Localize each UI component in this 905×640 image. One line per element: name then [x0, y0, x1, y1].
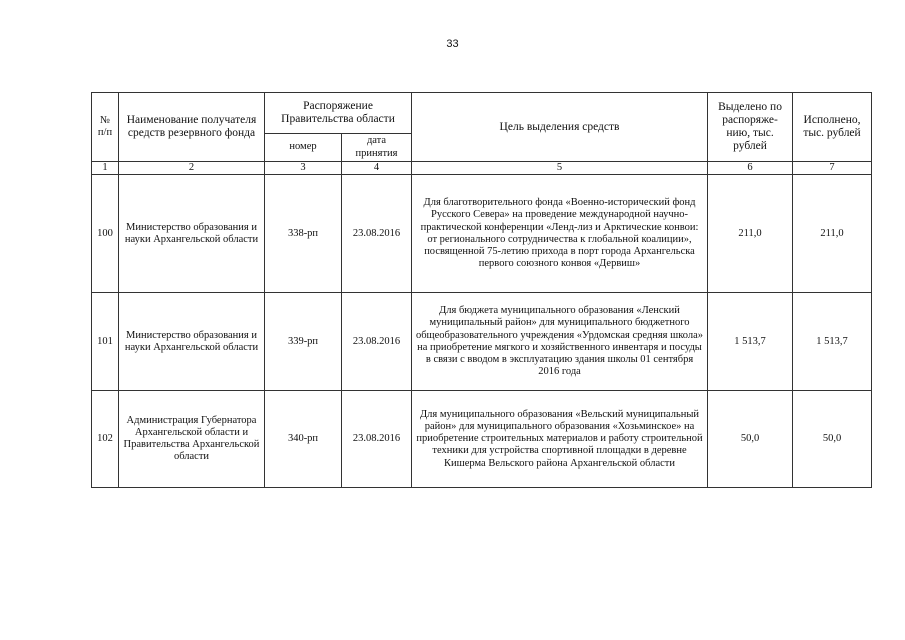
header-purpose: Цель выделения средств — [412, 93, 708, 162]
row-num: 101 — [92, 293, 119, 391]
row-recipient: Министерство образования и науки Архангельской области — [119, 293, 265, 391]
row-allocated: 1 513,7 — [708, 293, 793, 391]
row-purpose: Для благотворительного фонда «Военно-исторический фонд Русского Севера» на проведение международной научно-практической конференции «Ленд-лиз и Арктические конвои: от регионального сотрудничества к глобальной коалиции», посвященной 75-летию прихода в порт города Архангельска первого союзного конвоя «Дервиш» — [412, 175, 708, 293]
row-purpose: Для бюджета муниципального образования «Ленский муниципальный район» для муниципального бюджетного общеобразовательного учреждения «Урдомская средняя школа» на приобретение мягкого и хозяйственного инвентаря и посуды в связи с вводом в эксплуатацию здания школы 01 сентября 2016 года — [412, 293, 708, 391]
row-num: 102 — [92, 391, 119, 488]
table-row — [92, 175, 872, 293]
row-recipient: Министерство образования и науки Архангельской области — [119, 175, 265, 293]
column-number: 5 — [412, 162, 708, 175]
header-num: № п/п — [92, 93, 119, 162]
column-number: 7 — [793, 162, 872, 175]
row-order-date: 23.08.2016 — [342, 391, 412, 488]
column-number: 4 — [342, 162, 412, 175]
column-numbers-row — [92, 162, 872, 175]
table-row — [92, 391, 872, 488]
row-num: 100 — [92, 175, 119, 293]
header-order-date: дата принятия — [342, 134, 412, 162]
row-recipient: Администрация Губернатора Архангельской области и Правительства Архангельской области — [119, 391, 265, 488]
row-order-number: 340-рп — [265, 391, 342, 488]
reserve-fund-table — [91, 92, 872, 488]
row-order-number: 338-рп — [265, 175, 342, 293]
row-allocated: 50,0 — [708, 391, 793, 488]
row-executed: 211,0 — [793, 175, 872, 293]
column-number: 2 — [119, 162, 265, 175]
row-order-date: 23.08.2016 — [342, 293, 412, 391]
header-order-number: номер — [265, 134, 342, 162]
header-executed: Исполнено, тыс. рублей — [793, 93, 872, 162]
header-allocated: Выделено по распоряже-нию, тыс. рублей — [708, 93, 793, 162]
header-order: Распоряжение Правительства области — [265, 93, 412, 134]
table-row — [92, 293, 872, 391]
column-number: 6 — [708, 162, 793, 175]
row-purpose: Для муниципального образования «Вельский муниципальный район» для муниципального образования «Хозьминское» на приобретение строительных материалов и работу строительной техники для устройства спортивной площадки в деревне Кишерма Вельского района Архангельской области — [412, 391, 708, 488]
row-allocated: 211,0 — [708, 175, 793, 293]
column-number: 3 — [265, 162, 342, 175]
header-row — [92, 93, 872, 134]
row-executed: 1 513,7 — [793, 293, 872, 391]
row-order-number: 339-рп — [265, 293, 342, 391]
page-number: 33 — [446, 38, 459, 50]
column-number: 1 — [92, 162, 119, 175]
row-executed: 50,0 — [793, 391, 872, 488]
header-recipient: Наименование получателя средств резервного фонда — [119, 93, 265, 162]
row-order-date: 23.08.2016 — [342, 175, 412, 293]
